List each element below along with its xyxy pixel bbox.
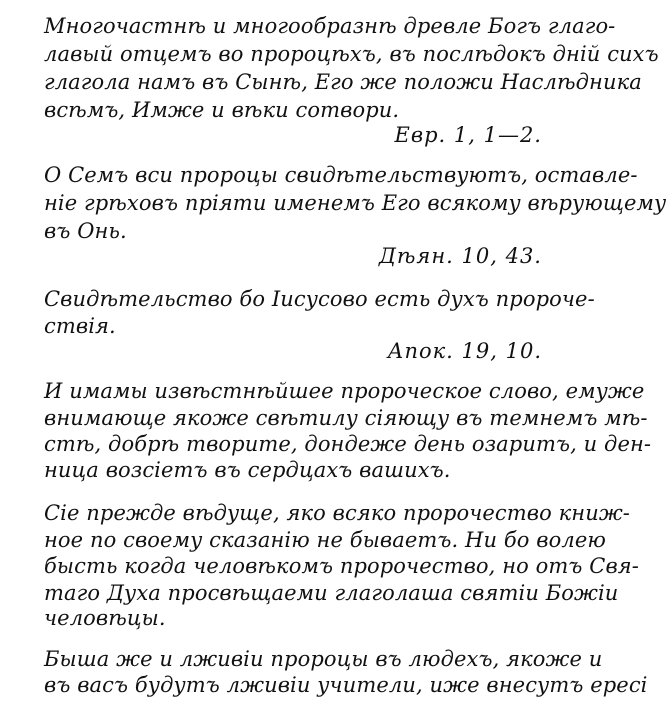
text-line: бысть когда человѣкомъ пророчество, но отъ Свя- <box>44 554 639 578</box>
text-line: ное по своему сказанiю не бываетъ. Ни бо волею <box>44 528 606 552</box>
text-line: Сiе прежде вѣдуще, яко всяко пророчество книж- <box>44 501 630 525</box>
text-line: таго Духа просвѣщаеми глаголаша святiи Божiи <box>44 581 619 605</box>
text-line: нiе грѣховъ прiяти именемъ Его всякому вѣрующему <box>44 191 666 215</box>
text-line: всѣмъ, Имже и вѣки сотвори. <box>44 98 400 122</box>
text-line: Многочастнѣ и многообразнѣ древле Богъ глаго- <box>44 14 616 38</box>
text-line: Быша же и лживiи пророцы въ людехъ, якоже и <box>44 647 603 671</box>
text-line: лавый отцемъ во пророцѣхъ, въ послѣдокъ днiй сихъ <box>44 42 659 66</box>
text-line: ница возсiетъ въ сердцахъ вашихъ. <box>44 458 451 482</box>
text-line: Свидѣтельство бо Iисусово есть духъ пророче- <box>44 287 595 311</box>
text-line: человѣцы. <box>44 606 166 630</box>
text-line: О Семъ вси пророцы свидѣтельствуютъ, оставле- <box>44 163 638 187</box>
text-line: И имамы извѣстнѣйшее пророческое слово, емуже <box>44 379 645 403</box>
text-line: глагола намъ въ Сынѣ, Его же положи Наслѣдника <box>44 70 642 94</box>
scripture-reference: Апок. 19, 10. <box>387 339 542 363</box>
text-line: внимающе якоже свѣтилу сiяющу въ темнемъ мѣ- <box>44 406 648 430</box>
text-line: въ васъ будутъ лживiи учители, иже внесутъ ересi <box>44 673 648 697</box>
scripture-reference: Дѣян. 10, 43. <box>378 244 542 268</box>
text-line: ствiя. <box>44 314 116 338</box>
text-line: стѣ, добрѣ творите, дондеже день озаритъ, и ден- <box>44 432 652 456</box>
text-line: въ Онь. <box>44 219 127 243</box>
scripture-reference: Евр. 1, 1—2. <box>394 123 542 147</box>
